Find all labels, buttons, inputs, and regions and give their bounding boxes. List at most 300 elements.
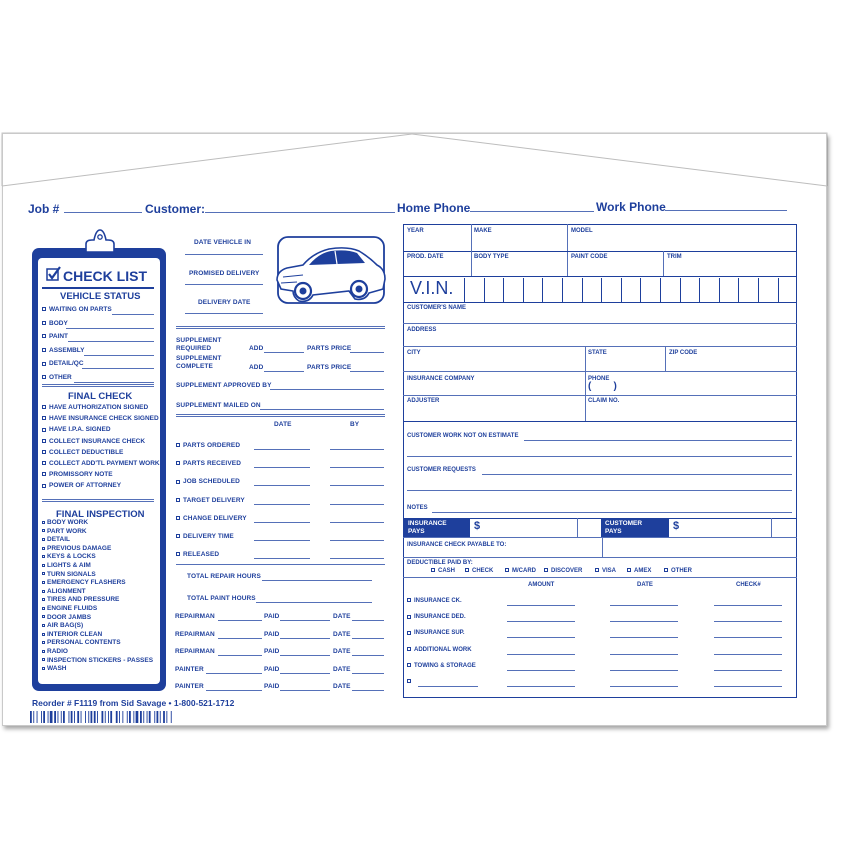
- final-check-item[interactable]: [42, 404, 148, 411]
- tracking-date-line[interactable]: [254, 504, 310, 505]
- payment-check-line[interactable]: [714, 654, 782, 655]
- payment-row-label: TOWING & STORAGE: [414, 662, 476, 669]
- checkbox-icon[interactable]: [42, 598, 45, 601]
- final-check-item[interactable]: [42, 438, 145, 445]
- vehicle-status-line[interactable]: [68, 341, 154, 342]
- checkbox-icon[interactable]: [42, 581, 45, 584]
- checkbox-icon[interactable]: [42, 658, 45, 661]
- checkbox-icon[interactable]: [176, 534, 180, 538]
- final-inspection-item[interactable]: [42, 562, 91, 569]
- worker-name-line[interactable]: [218, 620, 262, 621]
- barcode-bar: [163, 711, 165, 723]
- tracking-item[interactable]: [176, 497, 245, 504]
- payment-check-line[interactable]: [714, 637, 782, 638]
- pay-method-option[interactable]: [664, 568, 692, 574]
- barcode-bar: [33, 711, 34, 723]
- final-inspection-item-label: WASH: [47, 665, 67, 673]
- customer-requests-line[interactable]: [482, 474, 792, 475]
- parts-price-line[interactable]: [350, 352, 384, 353]
- total-paint-hours-line[interactable]: [256, 602, 372, 603]
- payment-amount-line[interactable]: [507, 654, 575, 655]
- grid-line: [471, 251, 472, 276]
- payment-amount-line[interactable]: [507, 637, 575, 638]
- final-inspection-item-label: TIRES AND PRESSURE: [47, 596, 120, 604]
- checkbox-icon[interactable]: [176, 480, 180, 484]
- vehicle-status-item[interactable]: [42, 320, 68, 327]
- vehicle-status-item[interactable]: [42, 347, 85, 354]
- checkbox-icon[interactable]: [407, 615, 411, 619]
- worker-date-label: DATE: [333, 665, 351, 673]
- worker-date-line[interactable]: [352, 638, 384, 639]
- tracking-item[interactable]: [176, 460, 241, 467]
- tracking-by-line[interactable]: [330, 540, 384, 541]
- checkbox-icon[interactable]: [505, 568, 509, 572]
- vehicle-status-line[interactable]: [112, 314, 154, 315]
- prod-date-label: PROD. DATE: [407, 254, 444, 260]
- checkbox-icon[interactable]: [42, 321, 46, 325]
- checkbox-icon[interactable]: [176, 461, 180, 465]
- barcode-bar: [157, 711, 159, 723]
- final-inspection-item-label: DOOR JAMBS: [47, 613, 92, 621]
- job-line[interactable]: [64, 212, 142, 213]
- pay-method-option-label: CASH: [438, 568, 456, 574]
- supplement-mailed-line[interactable]: [260, 409, 384, 410]
- work-not-on-estimate-line[interactable]: [524, 440, 792, 441]
- final-inspection-item[interactable]: [42, 571, 96, 578]
- barcode-bar: [97, 711, 98, 723]
- delivery-date-label: DELIVERY DATE: [198, 299, 251, 306]
- checkbox-icon[interactable]: [42, 590, 45, 593]
- payment-row-label: INSURANCE DED.: [414, 614, 466, 621]
- final-check-item[interactable]: [42, 460, 160, 467]
- grid-line: [403, 395, 797, 396]
- grid-line: [403, 421, 797, 422]
- final-inspection-item[interactable]: [42, 553, 96, 560]
- barcode-bar: [171, 711, 172, 723]
- supplement-approved-line[interactable]: [270, 389, 384, 390]
- payment-amount-line[interactable]: [507, 686, 575, 687]
- checkbox-icon[interactable]: [42, 607, 45, 610]
- vin-cell[interactable]: [640, 278, 652, 302]
- tracking-item-label: JOB SCHEDULED: [183, 478, 240, 486]
- promised-delivery-line[interactable]: [185, 284, 263, 285]
- year-label: YEAR: [407, 228, 424, 234]
- final-inspection-item[interactable]: [42, 536, 70, 543]
- grid-line: [403, 276, 797, 277]
- barcode-bar: [166, 711, 167, 723]
- final-inspection-item-label: PART WORK: [47, 527, 87, 535]
- parts-price-line[interactable]: [350, 371, 384, 372]
- col-date-label: DATE: [274, 421, 292, 428]
- tracking-by-line[interactable]: [330, 558, 384, 559]
- final-check-item[interactable]: [42, 426, 111, 433]
- vin-label: V.I.N.: [410, 278, 454, 298]
- vehicle-status-item-label: PAINT: [49, 333, 69, 341]
- final-inspection-item-label: PREVIOUS DAMAGE: [47, 544, 112, 552]
- tracking-date-line[interactable]: [254, 485, 310, 486]
- pay-method-option-label: CHECK: [472, 568, 494, 574]
- tracking-date-line[interactable]: [254, 449, 310, 450]
- work-not-on-estimate-line[interactable]: [407, 456, 792, 457]
- final-inspection-item[interactable]: [42, 665, 67, 672]
- final-inspection-item[interactable]: [42, 614, 91, 621]
- pay-method-option[interactable]: [544, 568, 582, 574]
- checkbox-icon[interactable]: [465, 568, 469, 572]
- vin-cell[interactable]: [542, 278, 554, 302]
- checkbox-icon[interactable]: [176, 516, 180, 520]
- pay-method-option[interactable]: [595, 568, 616, 574]
- checkbox-icon[interactable]: [176, 443, 180, 447]
- payment-check-line[interactable]: [714, 621, 782, 622]
- tracking-date-line[interactable]: [254, 558, 310, 559]
- barcode-bar: [54, 711, 56, 723]
- pay-method-option-label: M/CARD: [512, 568, 536, 574]
- payment-date-line[interactable]: [610, 621, 678, 622]
- vin-cell[interactable]: [719, 278, 731, 302]
- checkbox-icon[interactable]: [544, 568, 548, 572]
- grid-line: [403, 537, 797, 538]
- vin-cell[interactable]: [699, 278, 711, 302]
- promised-delivery-label: PROMISED DELIVERY: [189, 270, 260, 277]
- supplement-complete-label: SUPPLEMENT COMPLETE: [176, 355, 222, 370]
- checkbox-icon[interactable]: [42, 615, 45, 618]
- checkbox-icon[interactable]: [176, 498, 180, 502]
- final-inspection-item-label: LIGHTS & AIM: [47, 562, 91, 569]
- pay-method-option[interactable]: [465, 568, 493, 574]
- col-date-label: DATE: [637, 582, 653, 588]
- final-check-item-label: COLLECT ADD'TL PAYMENT WORK: [49, 460, 160, 467]
- final-inspection-item[interactable]: [42, 528, 87, 535]
- customer-requests-label: CUSTOMER REQUESTS: [407, 467, 476, 473]
- home-phone-line[interactable]: [470, 211, 594, 212]
- worker-paid-line[interactable]: [280, 638, 330, 639]
- payment-row[interactable]: [407, 614, 466, 620]
- envelope-flap-lines: [0, 0, 860, 200]
- checkbox-icon[interactable]: [42, 375, 46, 379]
- final-inspection-item[interactable]: [42, 622, 83, 629]
- total-repair-hours-line[interactable]: [262, 580, 372, 581]
- barcode-bar: [30, 711, 32, 723]
- checkbox-icon[interactable]: [42, 428, 46, 432]
- payment-date-line[interactable]: [610, 637, 678, 638]
- final-inspection-item[interactable]: [42, 648, 68, 655]
- payment-row[interactable]: [407, 647, 472, 653]
- tracking-by-line[interactable]: [330, 504, 384, 505]
- work-phone-label: Work Phone: [596, 200, 666, 214]
- final-inspection-item-label: KEYS & LOCKS: [47, 553, 96, 561]
- add-label: ADD: [249, 364, 264, 371]
- vin-cell[interactable]: [621, 278, 633, 302]
- checkbox-icon[interactable]: [42, 538, 45, 541]
- final-inspection-item[interactable]: [42, 545, 111, 552]
- checkbox-icon[interactable]: [42, 624, 45, 627]
- add-line[interactable]: [264, 352, 304, 353]
- checkbox-icon[interactable]: [42, 650, 45, 653]
- final-inspection-item-label: RADIO: [47, 648, 68, 655]
- worker-paid-line[interactable]: [280, 620, 330, 621]
- tracking-item[interactable]: [176, 515, 247, 522]
- worker-name-line[interactable]: [206, 673, 262, 674]
- vin-cell[interactable]: [601, 278, 613, 302]
- barcode-bar: [105, 711, 106, 723]
- tracking-by-line[interactable]: [330, 467, 384, 468]
- final-inspection-item[interactable]: [42, 605, 97, 612]
- worker-role-label: REPAIRMAN: [175, 648, 215, 655]
- checkbox-icon[interactable]: [42, 334, 46, 338]
- vin-cell[interactable]: [464, 278, 476, 302]
- checkbox-icon[interactable]: [42, 362, 46, 366]
- home-phone-label: Home Phone: [397, 201, 471, 215]
- vin-cell[interactable]: [523, 278, 535, 302]
- worker-paid-line[interactable]: [280, 673, 330, 674]
- worker-paid-line[interactable]: [280, 655, 330, 656]
- tracking-item-label: RELEASED: [183, 551, 220, 559]
- vin-cell[interactable]: [758, 278, 770, 302]
- tracking-date-line[interactable]: [254, 522, 310, 523]
- final-check-item-label: PROMISSORY NOTE: [49, 471, 113, 479]
- customer-requests-line[interactable]: [407, 490, 792, 491]
- state-label: STATE: [588, 350, 607, 356]
- date-vehicle-in-label: DATE VEHICLE IN: [194, 239, 251, 246]
- vin-cell[interactable]: [660, 278, 672, 302]
- checkbox-icon[interactable]: [42, 529, 45, 532]
- vin-cell[interactable]: [738, 278, 750, 302]
- pay-method-option[interactable]: [431, 568, 455, 574]
- barcode-bar: [74, 711, 75, 723]
- worker-date-label: DATE: [333, 630, 351, 638]
- checkbox-icon[interactable]: [42, 416, 46, 420]
- final-check-item[interactable]: [42, 449, 123, 456]
- barcode-bar: [160, 711, 161, 723]
- checkbox-icon[interactable]: [407, 598, 411, 602]
- checkbox-icon[interactable]: [42, 472, 46, 476]
- final-inspection-item[interactable]: [42, 588, 86, 595]
- tracking-date-line[interactable]: [254, 467, 310, 468]
- checkbox-icon[interactable]: [42, 572, 45, 575]
- final-inspection-item[interactable]: [42, 579, 126, 586]
- worker-date-line[interactable]: [352, 655, 384, 656]
- final-inspection-item[interactable]: [42, 631, 102, 638]
- add-label: ADD: [249, 345, 264, 352]
- final-inspection-item[interactable]: [42, 519, 88, 526]
- supplement-mailed-label: SUPPLEMENT MAILED ON: [176, 402, 261, 409]
- payment-check-line[interactable]: [714, 686, 782, 687]
- worker-role-label: REPAIRMAN: [175, 613, 215, 620]
- tracking-item-label: PARTS RECEIVED: [183, 460, 241, 468]
- work-phone-line[interactable]: [665, 210, 787, 211]
- barcode-bar: [149, 711, 151, 723]
- claim-no-label: CLAIM NO.: [588, 398, 620, 404]
- checkbox-icon[interactable]: [595, 568, 599, 572]
- payment-amount-line[interactable]: [507, 670, 575, 671]
- checkbox-icon[interactable]: [42, 555, 45, 558]
- payment-date-line[interactable]: [610, 670, 678, 671]
- vehicle-status-item-label: ASSEMBLY: [49, 346, 85, 354]
- col-check-label: CHECK#: [736, 582, 761, 588]
- grid-line: [403, 371, 797, 372]
- worker-date-line[interactable]: [352, 673, 384, 674]
- col-amount-label: AMOUNT: [528, 582, 555, 588]
- barcode-bar: [102, 711, 104, 723]
- tracking-date-line[interactable]: [254, 540, 310, 541]
- checkbox-icon[interactable]: [42, 484, 46, 488]
- final-inspection-heading: FINAL INSPECTION: [56, 509, 145, 520]
- payment-amount-line[interactable]: [507, 605, 575, 606]
- payment-check-line[interactable]: [714, 670, 782, 671]
- vehicle-status-item[interactable]: [42, 333, 68, 340]
- worker-paid-label: PAID: [264, 683, 280, 690]
- checkbox-icon[interactable]: [407, 679, 411, 683]
- vehicle-status-line[interactable]: [66, 328, 154, 329]
- pay-method-option[interactable]: [627, 568, 651, 574]
- tracking-by-line[interactable]: [330, 485, 384, 486]
- barcode-bar: [63, 711, 65, 723]
- vehicle-status-item[interactable]: [42, 374, 72, 381]
- reorder-note: Reorder # F1119 from Sid Savage • 1-800-521-1712: [32, 698, 235, 708]
- barcode-bar: [119, 711, 120, 723]
- vehicle-status-line[interactable]: [82, 368, 154, 369]
- paint-code-label: PAINT CODE: [571, 254, 608, 260]
- vehicle-status-line[interactable]: [84, 355, 154, 356]
- final-check-item-label: HAVE INSURANCE CHECK SIGNED: [49, 415, 159, 423]
- vehicle-status-heading: VEHICLE STATUS: [60, 291, 141, 302]
- checkbox-icon[interactable]: [42, 521, 45, 524]
- final-check-item[interactable]: [42, 482, 121, 489]
- vin-cell[interactable]: [582, 278, 594, 302]
- payment-amount-line[interactable]: [507, 621, 575, 622]
- barcode-bar: [127, 711, 128, 723]
- deductible-paid-by-label: DEDUCTIBLE PAID BY:: [407, 560, 473, 566]
- payment-date-line[interactable]: [610, 686, 678, 687]
- checkbox-icon[interactable]: [407, 631, 411, 635]
- final-inspection-item[interactable]: [42, 596, 119, 603]
- grid-line: [403, 251, 797, 252]
- barcode-bar: [71, 711, 73, 723]
- barcode-bar: [88, 711, 89, 723]
- tracking-item[interactable]: [176, 551, 219, 558]
- grid-line: [403, 302, 797, 303]
- checkbox-icon[interactable]: [407, 647, 411, 651]
- make-label: MAKE: [474, 228, 492, 234]
- vin-cell[interactable]: [503, 278, 515, 302]
- barcode-bar: [85, 711, 86, 723]
- date-vehicle-in-line[interactable]: [185, 254, 263, 255]
- tracking-by-line[interactable]: [330, 522, 384, 523]
- grid-line: [567, 224, 568, 276]
- vehicle-status-item[interactable]: [42, 306, 112, 313]
- vin-cell[interactable]: [778, 278, 790, 302]
- phone-area-code[interactable]: ( ): [588, 381, 617, 392]
- tracking-item[interactable]: [176, 442, 240, 449]
- checkbox-icon[interactable]: [176, 552, 180, 556]
- checkbox-icon[interactable]: [42, 461, 46, 465]
- checkbox-icon[interactable]: [42, 547, 45, 550]
- insurance-pays-dollar: $: [474, 520, 481, 532]
- pay-method-option[interactable]: [505, 568, 536, 574]
- tracking-item-label: TARGET DELIVERY: [183, 496, 245, 504]
- barcode-bar: [154, 711, 155, 723]
- vin-cell[interactable]: [562, 278, 574, 302]
- checkbox-icon[interactable]: [664, 568, 668, 572]
- checkbox-icon[interactable]: [42, 450, 46, 454]
- add-line[interactable]: [264, 371, 304, 372]
- worker-paid-line[interactable]: [280, 690, 330, 691]
- checkbox-icon[interactable]: [42, 405, 46, 409]
- vehicle-status-line[interactable]: [74, 382, 154, 383]
- tracking-item[interactable]: [176, 533, 234, 540]
- grid-line: [471, 224, 472, 252]
- final-inspection-item-label: AIR BAG(S): [47, 622, 84, 630]
- payment-row-label: INSURANCE SUP.: [414, 630, 465, 637]
- final-inspection-item[interactable]: [42, 639, 121, 646]
- vehicle-status-item[interactable]: [42, 360, 84, 367]
- final-inspection-item-label: ALIGNMENT: [47, 587, 86, 595]
- payment-date-line[interactable]: [610, 654, 678, 655]
- barcode-bar: [50, 711, 53, 723]
- worker-name-line[interactable]: [218, 638, 262, 639]
- worker-paid-label: PAID: [264, 613, 280, 620]
- grid-line: [665, 346, 666, 371]
- final-check-item[interactable]: [42, 415, 159, 422]
- checkbox-icon[interactable]: [42, 667, 45, 670]
- payment-row[interactable]: [407, 679, 414, 685]
- grid-line: [577, 518, 578, 538]
- tracking-item[interactable]: [176, 478, 240, 485]
- final-check-item-label: POWER OF ATTORNEY: [49, 482, 122, 490]
- customer-line[interactable]: [205, 212, 395, 213]
- payment-row[interactable]: [407, 663, 476, 669]
- pay-method-option-label: OTHER: [671, 568, 692, 574]
- customer-pays-dollar: $: [673, 520, 680, 532]
- payment-other-line[interactable]: [418, 686, 478, 687]
- final-check-item-label: COLLECT DEDUCTIBLE: [49, 448, 124, 456]
- checkbox-icon[interactable]: [407, 663, 411, 667]
- grid-line: [403, 323, 797, 324]
- checkbox-icon[interactable]: [42, 564, 45, 567]
- checkbox-icon[interactable]: [42, 348, 46, 352]
- worker-date-label: DATE: [333, 648, 351, 655]
- final-inspection-item[interactable]: [42, 657, 153, 664]
- vin-cell[interactable]: [484, 278, 496, 302]
- worker-date-label: DATE: [333, 683, 351, 690]
- checkbox-icon[interactable]: [627, 568, 631, 572]
- payment-date-line[interactable]: [610, 605, 678, 606]
- checkbox-icon[interactable]: [42, 633, 45, 636]
- final-inspection-item-label: INSPECTION STICKERS - PASSES: [47, 656, 154, 664]
- notes-line[interactable]: [432, 512, 792, 513]
- worker-date-line[interactable]: [352, 620, 384, 621]
- delivery-date-line[interactable]: [185, 313, 263, 314]
- tracking-by-line[interactable]: [330, 449, 384, 450]
- job-label: Job #: [28, 202, 60, 216]
- worker-date-line[interactable]: [352, 690, 384, 691]
- customers-name-label: CUSTOMER'S NAME: [407, 305, 466, 311]
- barcode-icon: [30, 711, 172, 723]
- payment-row[interactable]: [407, 630, 465, 636]
- vin-cell[interactable]: [680, 278, 692, 302]
- final-check-item[interactable]: [42, 471, 113, 478]
- col-by-label: BY: [350, 421, 360, 428]
- checkbox-icon[interactable]: [42, 641, 45, 644]
- payment-check-line[interactable]: [714, 605, 782, 606]
- checkbox-icon[interactable]: [42, 439, 46, 443]
- checkbox-icon[interactable]: [431, 568, 435, 572]
- checkbox-icon[interactable]: [42, 307, 46, 311]
- grid-line: [403, 557, 797, 558]
- worker-name-line[interactable]: [218, 655, 262, 656]
- worker-name-line[interactable]: [206, 690, 262, 691]
- payment-row[interactable]: [407, 598, 462, 604]
